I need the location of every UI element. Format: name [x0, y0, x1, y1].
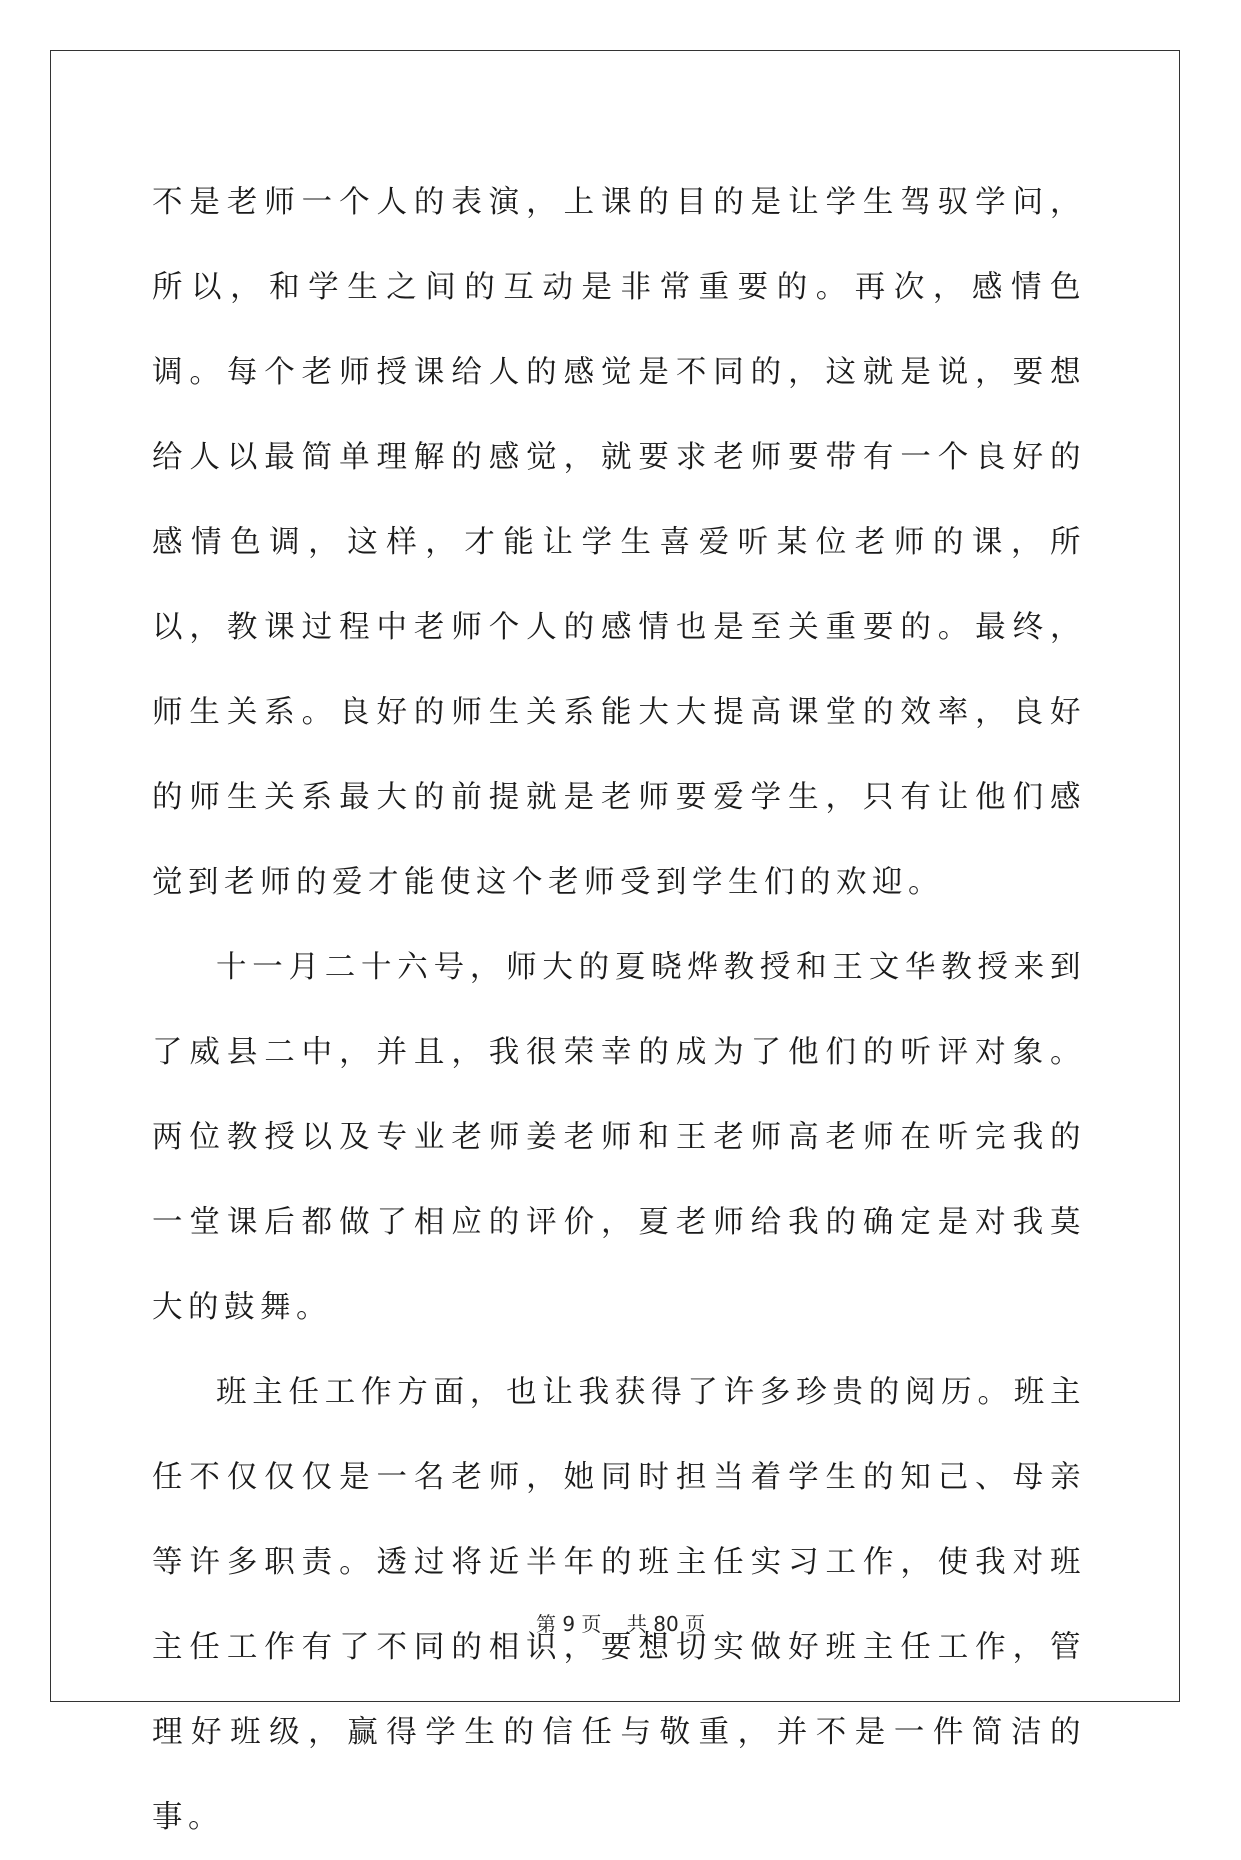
page-footer [0, 1608, 1241, 1637]
paragraph-1: 不是老师一个人的表演，上课的目的是让学生驾驭学问，所以，和学生之间的互动是非常重要的。再次，感情色调。每个老师授课给人的感觉是不同的，这就是说，要想给人以最简单理解的感觉，就要求老师要带有一个良好的感情色调，这样，才能让学生喜爱听某位老师的课，所以，教课过程中老师个人的感情也是至关重要的。最终，师生关系。良好的师生关系能大大提高课堂的效率，良好的师生关系最大的前提就是老师要爱学生，只有让他们感觉到老师的爱才能使这个老师受到学生们的欢迎。 [152, 185, 1086, 900]
page-number: 第 9 页 [535, 1612, 602, 1636]
page-total: 共 80 页 [626, 1612, 706, 1636]
paragraph-3: 班主任工作方面，也让我获得了许多珍贵的阅历。班主任不仅仅仅是一名老师，她同时担当着学生的知己、母亲等许多职责。透过将近半年的班主任实习工作，使我对班主任工作有了不同的相识，要想切实做好班主任工作，管理好班级，赢得学生的信任与敬重，并不是一件简洁的事。 [152, 1375, 1086, 1835]
paragraph-2: 十一月二十六号，师大的夏晓烨教授和王文华教授来到了威县二中，并且，我很荣幸的成为了他们的听评对象。两位教授以及专业老师姜老师和王老师高老师在听完我的一堂课后都做了相应的评价，夏老师给我的确定是对我莫大的鼓舞。 [152, 950, 1086, 1325]
document-body [152, 160, 1086, 1860]
